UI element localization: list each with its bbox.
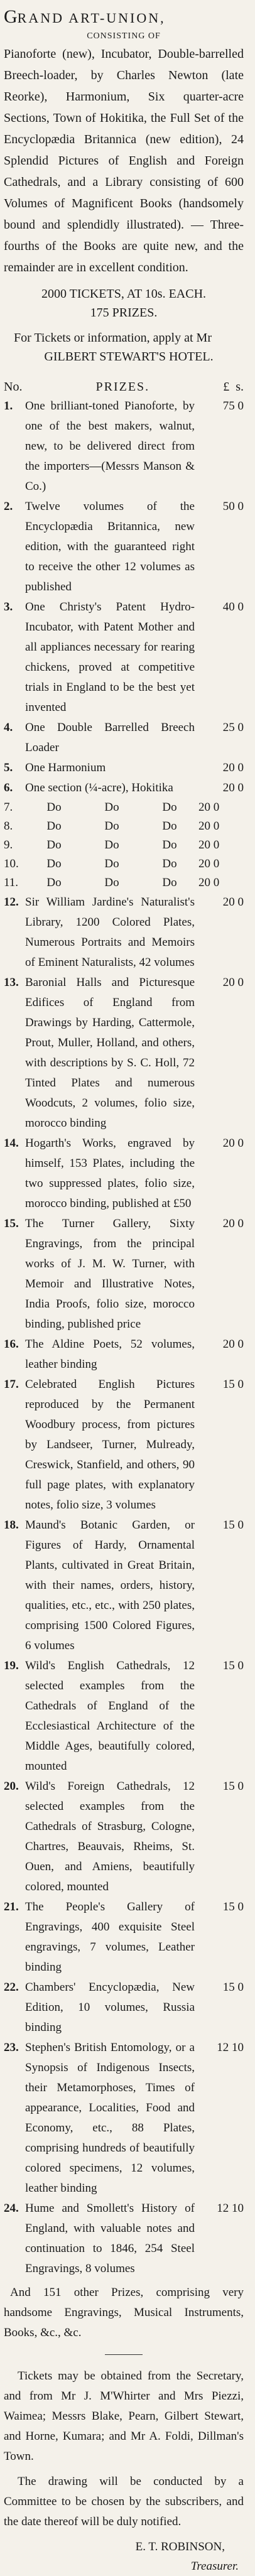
prize-description: One Harmonium xyxy=(25,761,106,774)
prize-number: 7. xyxy=(4,801,13,814)
prize-value: 15 0 xyxy=(222,1981,244,1994)
header-pounds: £ xyxy=(223,380,230,394)
prize-value: 20 0 xyxy=(198,857,220,870)
ditto: Do xyxy=(46,876,62,889)
prize-value: 20 0 xyxy=(198,801,220,814)
prize-description: Stephen's British Entomology, or a Synopsis of Indigenous Insects, their Metamorphoses, Times of appearance, Localities, Food and Economy, etc., 88 Plates, comprising hundreds of beautifully colored specimens, 12 volumes, leather binding xyxy=(25,2041,195,2195)
prize-number: 19. xyxy=(4,1659,19,1672)
prize-row xyxy=(4,1134,244,1214)
ditto: Do xyxy=(104,857,119,870)
prize-row xyxy=(4,758,244,778)
prize-row xyxy=(4,718,244,758)
consisting-of: CONSISTING OF xyxy=(87,31,161,41)
prize-value: 20 0 xyxy=(222,781,244,794)
prize-value: 15 0 xyxy=(222,1659,244,1672)
prize-value: 25 0 xyxy=(222,721,244,734)
prize-description: Hume and Smollett's History of England, with valuable notes and continuation to 1846, 254 Steel Engravings, 8 volumes xyxy=(25,2202,195,2275)
prize-description: Wild's English Cathedrals, 12 selected examples from the Cathedrals of England of the Ecclesiastical Architecture of the Middle Ages, beautifully colored, mounted xyxy=(25,1659,195,1773)
prize-value: 15 0 xyxy=(222,1378,244,1391)
prize-description: The Aldine Poets, 52 volumes, leather binding xyxy=(25,1338,195,1371)
prize-value: 20 0 xyxy=(222,1338,244,1351)
prize-row xyxy=(4,497,244,597)
intro-paragraph xyxy=(4,6,244,278)
signature-role: Treasurer. xyxy=(190,2560,239,2573)
ditto: Do xyxy=(162,838,177,852)
apply-text: For Tickets or information, apply at Mr xyxy=(14,331,212,345)
prize-value: 20 0 xyxy=(198,876,220,889)
header-shillings: s. xyxy=(236,380,244,394)
prize-row xyxy=(4,2199,244,2279)
prize-number: 4. xyxy=(4,721,13,734)
prize-row xyxy=(4,973,244,1134)
prize-number: 1. xyxy=(4,399,13,413)
prize-row xyxy=(4,396,244,497)
prize-description: Wild's Foreign Cathedrals, 12 selected examples from the Cathedrals of Strasburg, Cologne, Chartres, Beauvais, Rheims, St. Ouen, and Amiens, beautifully colored, mounted xyxy=(25,1780,195,1893)
header-prizes: PRIZES. xyxy=(95,380,150,394)
prize-description: Baronial Halls and Picturesque Edifices of England from Drawings by Harding, Cattermole, Prout, Muller, Holland, and others, with descriptions by S. C. Holl, 72 Tinted Plates and numerous Woodcuts, 2 volumes, folio size, morocco binding xyxy=(25,976,195,1130)
prize-description: One Christy's Patent Hydro-Incubator, with Patent Mother and all appliances necessary for rearing chickens, proved at competitive trials in England to be the best yet invented xyxy=(25,600,195,714)
ditto: Do xyxy=(46,801,62,814)
prize-value: 50 0 xyxy=(222,500,244,513)
prize-list-sections xyxy=(4,798,244,892)
prize-number: 2. xyxy=(4,500,13,513)
ditto-marks xyxy=(25,874,198,892)
signature: E. T. ROBINSON, xyxy=(135,2540,225,2553)
prize-row xyxy=(4,2038,244,2199)
ditto-marks xyxy=(25,836,198,855)
ditto: Do xyxy=(162,876,177,889)
prize-description: Maund's Botanic Garden, or Figures of Hardy, Ornamental Plants, cultivated in Great Britain, with their names, orders, history, qualities, etc., etc., with 250 plates, comprising 1500 Colored Figures, 6 volumes xyxy=(25,1518,195,1652)
prize-description: Hogarth's Works, engraved by himself, 153 Plates, including the two suppressed plates, folio size, morocco binding, published at £50 xyxy=(25,1137,195,1210)
prize-row xyxy=(4,817,244,836)
prize-value: 20 0 xyxy=(222,761,244,774)
prize-value: 15 0 xyxy=(222,1780,244,1793)
prize-row xyxy=(4,1777,244,1897)
prize-row xyxy=(4,597,244,718)
other-prizes: And 151 other Prizes, comprising very handsome Engravings, Musical Instruments, Books, &c., &c. xyxy=(4,2286,244,2339)
header-currency xyxy=(223,377,244,396)
ditto: Do xyxy=(46,820,62,833)
ditto-marks xyxy=(25,855,198,874)
prize-description: One Double Barrelled Breech Loader xyxy=(25,721,195,754)
ditto: Do xyxy=(162,857,177,870)
prize-value: 40 0 xyxy=(222,600,244,614)
prize-row xyxy=(4,836,244,855)
prize-value: 12 10 xyxy=(217,2041,244,2054)
prize-value: 20 0 xyxy=(198,820,220,833)
prize-row xyxy=(4,1334,244,1375)
prize-number: 23. xyxy=(4,2041,19,2054)
prize-number: 24. xyxy=(4,2202,19,2215)
header-no: No. xyxy=(4,380,23,394)
prize-row xyxy=(4,778,244,798)
prize-number: 3. xyxy=(4,600,13,614)
prize-value: 20 0 xyxy=(222,896,244,909)
divider xyxy=(105,2354,143,2355)
prize-number: 6. xyxy=(4,781,13,794)
ditto: Do xyxy=(104,838,119,852)
apply-info xyxy=(4,328,244,366)
ditto-marks xyxy=(25,817,198,836)
prize-row xyxy=(4,798,244,817)
prize-row xyxy=(4,1656,244,1777)
prize-number: 13. xyxy=(4,976,19,989)
ditto: Do xyxy=(46,857,62,870)
prize-number: 12. xyxy=(4,896,19,909)
prize-number: 8. xyxy=(4,820,13,833)
prize-number: 20. xyxy=(4,1780,19,1793)
prize-number: 22. xyxy=(4,1981,19,1994)
prize-number: 21. xyxy=(4,1900,19,1913)
prize-row xyxy=(4,874,244,892)
prize-list-a xyxy=(4,396,244,798)
prizes-count: 175 PRIZES. xyxy=(90,306,158,320)
prize-description: Twelve volumes of the Encyclopædia Britannica, new edition, with the guaranteed right to receive the other 12 volumes as published xyxy=(25,500,195,593)
ditto-marks xyxy=(25,798,198,817)
prize-row xyxy=(4,1214,244,1334)
prize-row xyxy=(4,855,244,874)
prize-description: Chambers' Encyclopædia, New Edition, 10 volumes, Russia binding xyxy=(25,1981,195,2034)
ticket-outlets: Tickets may be obtained from the Secretary, and from Mr J. M'Whirter and Mrs Piezzi, Waimea; Messrs Blake, Pearn, Gilbert Stewart, and Horne, Kumara; and Mr A. Foldi, Dillman's Town. xyxy=(4,2369,244,2463)
prize-value: 75 0 xyxy=(222,399,244,413)
prize-table-header xyxy=(4,377,244,396)
prize-number: 14. xyxy=(4,1137,19,1150)
prize-number: 11. xyxy=(4,876,19,889)
prize-description: One section (¼-acre), Hokitika xyxy=(25,781,173,794)
hotel-name: GILBERT STEWART'S HOTEL. xyxy=(44,350,214,364)
headline: RAND ART-UNION, xyxy=(17,10,166,26)
drawing-notice: The drawing will be conducted by a Committee to be chosen by the subscribers, and the date thereof will be duly notified. xyxy=(4,2475,244,2528)
prize-description: Celebrated English Pictures reproduced by the Permanent Woodbury process, from pictures by Landseer, Turner, Mulready, Creswick, Stanfield, and others, 90 full page plates, with explanatory notes, folio size, 3 volumes xyxy=(25,1378,195,1512)
prize-number: 17. xyxy=(4,1378,19,1391)
prize-value: 20 0 xyxy=(222,976,244,989)
prize-value: 20 0 xyxy=(222,1217,244,1230)
ditto: Do xyxy=(104,801,119,814)
prize-value: 20 0 xyxy=(222,1137,244,1150)
prize-description: The People's Gallery of Engravings, 400 exquisite Steel engravings, 7 volumes, Leather binding xyxy=(25,1900,195,1974)
prize-description: Sir William Jardine's Naturalist's Library, 1200 Colored Plates, Numerous Portraits and Memoirs of Eminent Naturalists, 42 volumes xyxy=(25,896,195,969)
prize-value: 15 0 xyxy=(222,1518,244,1532)
prize-number: 16. xyxy=(4,1338,19,1351)
prize-number: 15. xyxy=(4,1217,19,1230)
prize-row xyxy=(4,1375,244,1515)
tickets-info xyxy=(4,284,244,322)
prize-number: 10. xyxy=(4,857,19,870)
prize-value: 12 10 xyxy=(217,2202,244,2215)
prize-description: One brilliant-toned Pianoforte, by one of the best makers, walnut, new, to be delivered direct from the importers—(Messrs Manson & Co.) xyxy=(25,399,195,493)
prize-description: The Turner Gallery, Sixty Engravings, from the principal works of J. M. W. Turner, with Memoir and Illustrative Notes, India Proofs, folio size, morocco binding, published price xyxy=(25,1217,195,1331)
prize-number: 18. xyxy=(4,1518,19,1532)
tickets-line: 2000 TICKETS, AT 10s. EACH. xyxy=(41,287,207,301)
drop-letter: G xyxy=(4,6,18,27)
prize-row xyxy=(4,892,244,973)
prize-row xyxy=(4,1978,244,2038)
ditto: Do xyxy=(104,876,119,889)
ditto: Do xyxy=(46,838,62,852)
ditto: Do xyxy=(162,801,177,814)
prize-number: 5. xyxy=(4,761,13,774)
prize-value: 20 0 xyxy=(198,838,220,852)
prize-row xyxy=(4,1515,244,1656)
ditto: Do xyxy=(104,820,119,833)
prize-value: 15 0 xyxy=(222,1900,244,1913)
intro-body: Pianoforte (new), Incubator, Double-barrelled Breech-loader, by Charles Newton (late Reorke), Harmonium, Six quarter-acre Sections, Town of Hokitika, the Full Set of the Encyclopædia Britannica (new edition), 24 Splendid Pictures of English and Foreign Cathedrals, and a Library consisting of 600 Volumes of Magnificent Books (handsomely bound and splendidly illustrated). — Three-fourths of the Books are quite new, and the remainder are in excellent condition. xyxy=(4,47,244,274)
prize-row xyxy=(4,1897,244,1978)
prize-list-b xyxy=(4,892,244,2279)
prize-number: 9. xyxy=(4,838,13,852)
ditto: Do xyxy=(162,820,177,833)
